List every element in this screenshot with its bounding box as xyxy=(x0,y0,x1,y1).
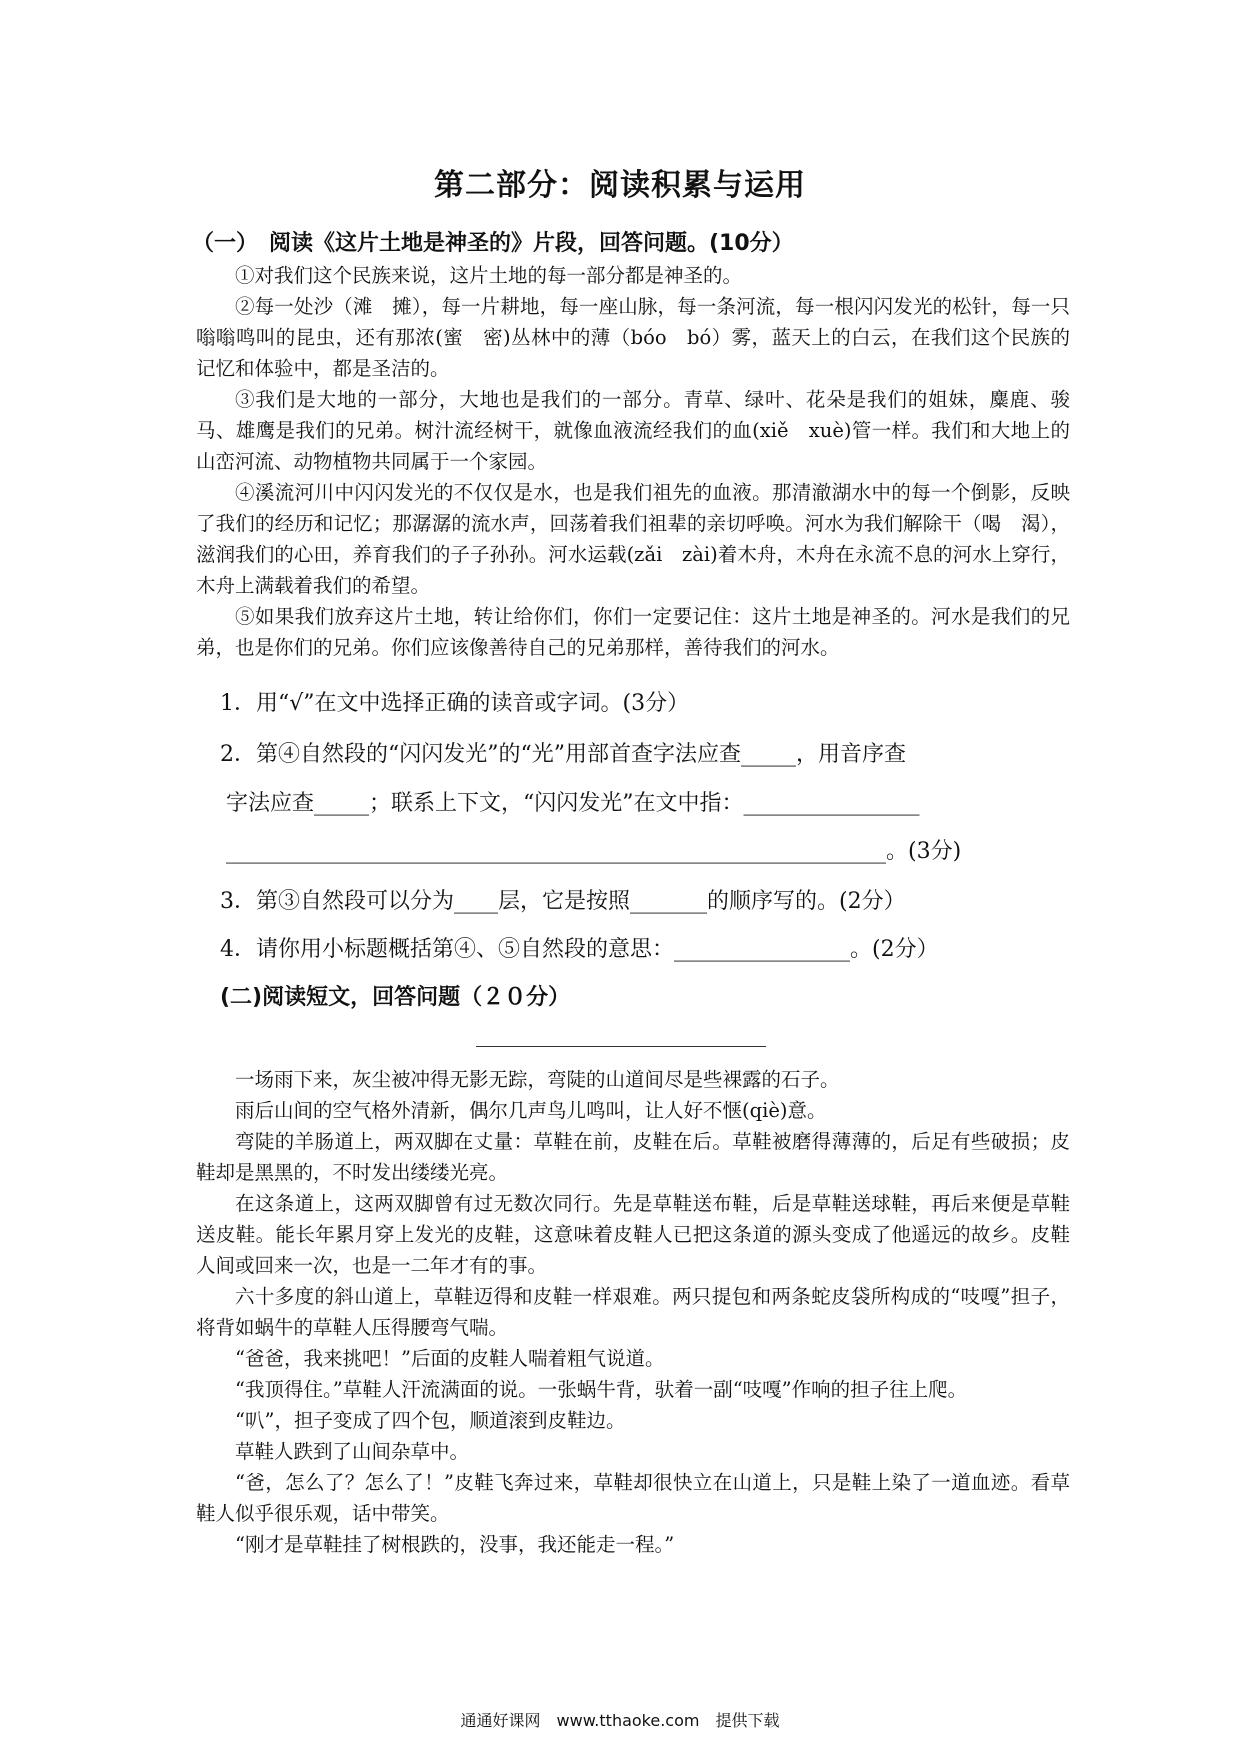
section1-passage xyxy=(196,260,1070,663)
question-2-line1: 2．第④自然段的“闪闪发光”的“光”用部首查字法应查_____，用音序查 xyxy=(220,742,906,767)
section1-heading: （一） 阅读《这片土地是神圣的》片段，回答问题。(10分） xyxy=(192,231,794,256)
question-2-line3: ____________________________________________________________。(3分) xyxy=(226,839,962,864)
passage-paragraph: 在这条道上，这两双脚曾有过无数次同行。先是草鞋送布鞋，后是草鞋送球鞋，再后来便是草鞋送皮鞋。能长年累月穿上发光的皮鞋，这意味着皮鞋人已把这条道的源头变成了他遥远的故乡。皮鞋人间或回来一次，也是一二年才有的事。 xyxy=(196,1192,1070,1277)
passage-paragraph: ④溪流河川中闪闪发光的不仅仅是水，也是我们祖先的血液。那清澈湖水中的每一个倒影，反映了我们的经历和记忆；那潺潺的流水声，回荡着我们祖辈的亲切呼唤。河水为我们解除干（喝 渴），滋润我们的心田，养育我们的子子孙孙。河水运载(zǎi zài)着木舟，木舟在永流不息的河水上穿行，木舟上满载着我们的希望。 xyxy=(196,481,1070,597)
passage-paragraph: 六十多度的斜山道上，草鞋迈得和皮鞋一样艰难。两只提包和两条蛇皮袋所构成的“吱嘎”担子，将背如蜗牛的草鞋人压得腰弯气喘。 xyxy=(196,1285,1070,1339)
passage-paragraph: “爸爸，我来挑吧！”后面的皮鞋人喘着粗气说道。 xyxy=(235,1347,665,1370)
passage-paragraph: “叭”，担子变成了四个包，顺道滚到皮鞋边。 xyxy=(235,1409,626,1432)
section2-heading: (二)阅读短文，回答问题（２０分） xyxy=(220,985,571,1010)
passage-paragraph: “刚才是草鞋挂了树根跌的，没事，我还能走一程。” xyxy=(235,1533,675,1556)
passage-paragraph: “爸，怎么了？怎么了！”皮鞋飞奔过来，草鞋却很快立在山道上，只是鞋上染了一道血迹。看草鞋人似乎很乐观，话中带笑。 xyxy=(196,1471,1070,1525)
passage-paragraph: ②每一处沙（滩 摊），每一片耕地，每一座山脉，每一条河流，每一根闪闪发光的松针，每一只嗡嗡鸣叫的昆虫，还有那浓(蜜 密)丛林中的薄（bóo bó）雾，蓝天上的白云，在我们这个民族的记忆和体验中，都是圣洁的。 xyxy=(196,295,1070,380)
passage-paragraph: 弯陡的羊肠道上，两双脚在丈量：草鞋在前，皮鞋在后。草鞋被磨得薄薄的，后足有些破损；皮鞋却是黑黑的，不时发出缕缕光亮。 xyxy=(196,1130,1070,1184)
question-4: 4．请你用小标题概括第④、⑤自然段的意思：________________。(2分） xyxy=(220,937,939,962)
page-title: 第二部分：阅读积累与运用 xyxy=(434,168,806,203)
passage-paragraph: ⑤如果我们放弃这片土地，转让给你们，你们一定要记住：这片土地是神圣的。河水是我们的兄弟，也是你们的兄弟。你们应该像善待自己的兄弟那样，善待我们的河水。 xyxy=(196,605,1070,659)
passage-paragraph: 一场雨下来，灰尘被冲得无影无踪，弯陡的山道间尽是些裸露的石子。 xyxy=(235,1068,840,1091)
question-3: 3．第③自然段可以分为____层，它是按照_______的顺序写的。(2分） xyxy=(220,889,906,914)
title-blank-line xyxy=(476,1046,766,1047)
passage-paragraph: “我顶得住。”草鞋人汗流满面的说。一张蜗牛背，驮着一副“吱嘎”作响的担子往上爬。 xyxy=(235,1378,968,1401)
section2-passage xyxy=(196,1064,1070,1560)
passage-paragraph: 雨后山间的空气格外清新，偶尔几声鸟儿鸣叫，让人好不惬(qiè)意。 xyxy=(235,1099,827,1122)
passage-paragraph: ①对我们这个民族来说，这片土地的每一部分都是神圣的。 xyxy=(235,264,743,287)
passage-paragraph: ③我们是大地的一部分，大地也是我们的一部分。青草、绿叶、花朵是我们的姐妹，麋鹿、骏马、雄鹰是我们的兄弟。树汁流经树干，就像血液流经我们的血(xiě xuè)管一样。我们和大地上的山峦河流、动物植物共同属于一个家园。 xyxy=(196,388,1070,473)
page-footer: 通通好课网 www.tthaoke.com 提供下载 xyxy=(460,1711,780,1730)
question-1: 1．用“√”在文中选择正确的读音或字词。(3分） xyxy=(220,691,690,716)
passage-paragraph: 草鞋人跌到了山间杂草中。 xyxy=(235,1440,470,1463)
question-2-line2: 字法应查_____；联系上下文，“闪闪发光”在文中指：________________ xyxy=(226,791,920,816)
